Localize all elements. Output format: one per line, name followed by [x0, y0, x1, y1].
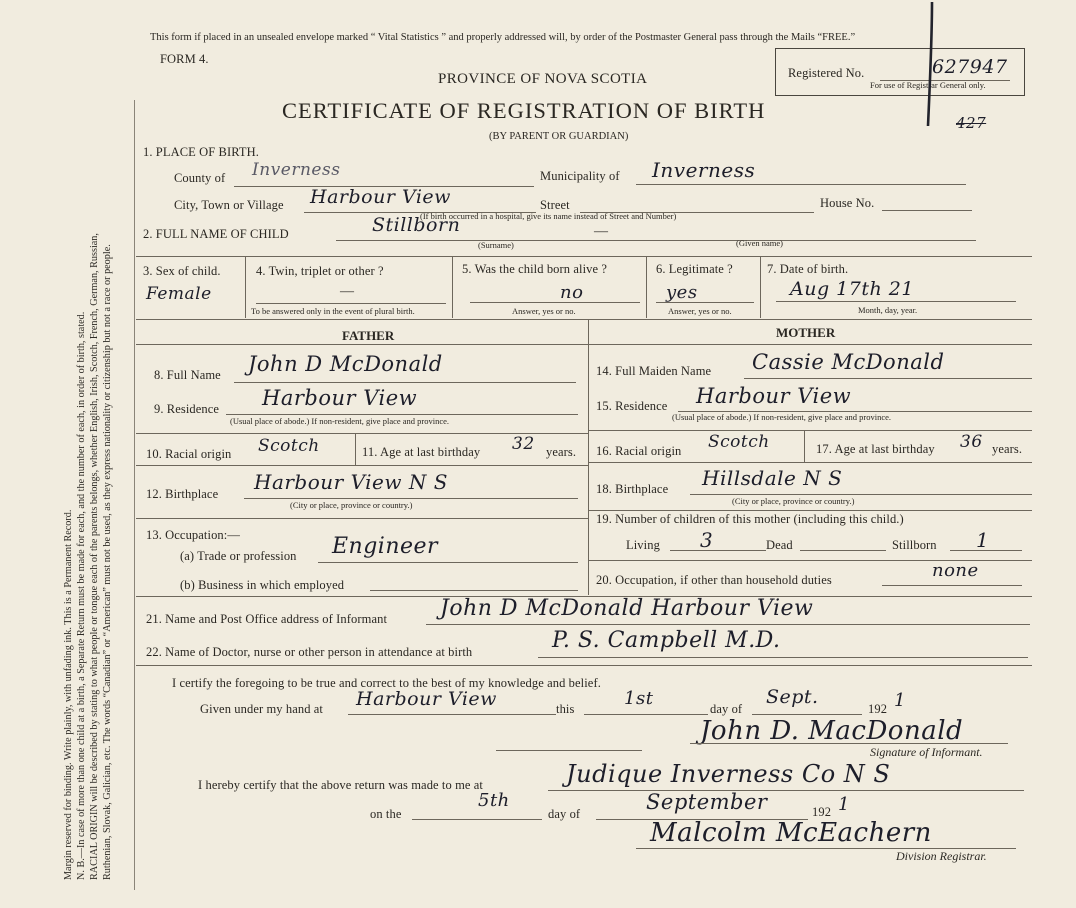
father-abode-note: (Usual place of abode.) If non-resident, give place and province.: [230, 416, 450, 426]
alive-label: 5. Was the child born alive ?: [462, 262, 608, 276]
registrar-month-value: September: [646, 790, 768, 814]
sex-value: Female: [146, 284, 212, 304]
municipality-label: Municipality of: [540, 169, 620, 183]
form-number: FORM 4.: [160, 52, 209, 66]
page-subtitle: (BY PARENT OR GUARDIAN): [489, 131, 629, 142]
given-year-value: 1: [894, 690, 906, 711]
registrar-year-value: 1: [838, 794, 850, 815]
informant-signature: John D. MacDonald: [700, 716, 964, 746]
twin-label: 4. Twin, triplet or other ?: [256, 264, 384, 278]
father-residence-label: 9. Residence: [154, 402, 220, 416]
municipality-value: Inverness: [652, 158, 756, 182]
county-value: Inverness: [252, 160, 341, 180]
given-day-value: 1st: [624, 688, 654, 709]
registrar-day-of-label: day of: [548, 807, 581, 821]
mother-occupation-value: none: [932, 560, 979, 581]
father-birthplace-note: (City or place, province or country.): [290, 500, 413, 510]
father-birthplace-value: Harbour View N S: [254, 470, 448, 494]
mother-abode-note: (Usual place of abode.) If non-resident, give place and province.: [672, 412, 892, 422]
street-label: Street: [540, 198, 570, 212]
registrar-general-note: For use of Registrar General only.: [870, 80, 986, 90]
mother-racial-value: Scotch: [708, 432, 770, 452]
registrar-year-prefix: 192: [812, 805, 832, 819]
legitimate-value: yes: [666, 282, 698, 303]
dead-label: Dead: [766, 538, 793, 552]
mother-residence-label: 15. Residence: [596, 399, 668, 413]
mail-notice: This form if placed in an unsealed envelope marked “ Vital Statistics ” and properly addressed will, by order of the Postmaster General pass through the Mails “FREE.”: [150, 32, 856, 43]
mother-birthplace-note: (City or place, province or country.): [732, 496, 855, 506]
surname-note: (Surname): [478, 240, 514, 250]
certify-statement: I certify the foregoing to be true and correct to the best of my knowledge and belief.: [172, 676, 601, 690]
legitimate-note: Answer, yes or no.: [668, 306, 732, 316]
sidebar-line-2: N. B.—In case of more than one child at a birth, a Separate Return must be made for each, and the number of each, in order of birth, stated.: [76, 311, 87, 880]
stillborn-label: Stillborn: [892, 538, 937, 552]
father-heading: FATHER: [342, 328, 395, 343]
father-years-label: years.: [546, 445, 577, 459]
registered-no-label: Registered No.: [788, 66, 865, 80]
informant-signature-caption: Signature of Informant.: [870, 745, 983, 759]
mother-age-value: 36: [960, 432, 983, 452]
mother-name-value: Cassie McDonald: [752, 350, 945, 374]
given-name-note: (Given name): [736, 238, 783, 248]
informant-value: John D McDonald Harbour View: [440, 596, 814, 621]
given-label: Given under my hand at: [200, 702, 324, 716]
legitimate-label: 6. Legitimate ?: [656, 262, 733, 276]
mother-residence-value: Harbour View: [696, 384, 852, 408]
house-label: House No.: [820, 196, 875, 210]
city-label: City, Town or Village: [174, 198, 284, 212]
given-year-prefix: 192: [868, 702, 888, 716]
mother-occupation-label: 20. Occupation, if other than household duties: [596, 573, 832, 587]
stillborn-value: 1: [976, 528, 990, 552]
twin-note: To be answered only in the event of plural birth.: [251, 306, 415, 316]
children-count-label: 19. Number of children of this mother (including this child.): [596, 512, 904, 526]
doctor-label: 22. Name of Doctor, nurse or other person in attendance at birth: [146, 645, 473, 659]
living-value: 3: [700, 528, 714, 552]
corner-mark: 427: [956, 114, 987, 132]
father-birthplace-label: 12. Birthplace: [146, 487, 219, 501]
doctor-value: P. S. Campbell M.D.: [552, 628, 781, 653]
father-racial-value: Scotch: [258, 436, 320, 456]
business-label: (b) Business in which employed: [180, 578, 345, 592]
father-occupation-label: 13. Occupation:—: [146, 528, 240, 542]
father-racial-label: 10. Racial origin: [146, 447, 232, 461]
trade-label: (a) Trade or profession: [180, 549, 297, 563]
mother-years-label: years.: [992, 442, 1023, 456]
living-label: Living: [626, 538, 660, 552]
trade-value: Engineer: [332, 534, 439, 559]
city-value: Harbour View: [310, 186, 451, 208]
father-name-label: 8. Full Name: [154, 368, 221, 382]
on-the-label: on the: [370, 807, 402, 821]
county-label: County of: [174, 171, 226, 185]
alive-note: Answer, yes or no.: [512, 306, 576, 316]
date-of-birth-value: Aug 17th 21: [790, 278, 914, 300]
alive-value: no: [560, 282, 584, 303]
mother-age-label: 17. Age at last birthday: [816, 442, 935, 456]
registrar-signature: Malcolm McEachern: [650, 818, 932, 848]
child-surname-value: Stillborn: [372, 214, 461, 236]
binding-margin-rule: [134, 100, 135, 890]
sidebar-line-4: Ruthenian, Slovak, Galician, etc. The words “Canadian” or “American” must not be used, as they express nationality or citizenship but not a race or people.: [102, 244, 113, 880]
registrar-statement: I hereby certify that the above return was made to me at: [198, 778, 483, 792]
sidebar-line-3: RACIAL ORIGIN will be described by stating to what people or tongue each of the parents belongs, whether English, Irish, Scotch, French, German, Russian,: [89, 233, 100, 880]
father-name-value: John D McDonald: [248, 352, 443, 376]
father-residence-value: Harbour View: [262, 386, 418, 410]
registrar-caption: Division Registrar.: [896, 849, 987, 863]
hospital-note: (If birth occurred in a hospital, give its name instead of Street and Number): [420, 211, 677, 221]
this-label: this: [556, 702, 575, 716]
mother-racial-label: 16. Racial origin: [596, 444, 682, 458]
province-heading: PROVINCE OF NOVA SCOTIA: [438, 71, 648, 87]
given-month-value: Sept.: [766, 686, 819, 708]
child-name-label: 2. FULL NAME OF CHILD: [143, 227, 289, 241]
sex-label: 3. Sex of child.: [143, 264, 221, 278]
sidebar-line-1: Margin reserved for binding. Write plainly, with unfading ink. This is a Permanent Record.: [63, 509, 74, 880]
father-age-label: 11. Age at last birthday: [362, 445, 481, 459]
given-place-value: Harbour View: [356, 688, 497, 710]
mother-name-label: 14. Full Maiden Name: [596, 364, 712, 378]
twin-value: —: [340, 284, 354, 299]
place-heading: 1. PLACE OF BIRTH.: [143, 145, 259, 159]
registrar-day-value: 5th: [478, 790, 510, 811]
ink-stroke-mark: [910, 0, 940, 130]
mother-heading: MOTHER: [776, 325, 836, 340]
date-of-birth-label: 7. Date of birth.: [767, 262, 849, 276]
mother-birthplace-label: 18. Birthplace: [596, 482, 669, 496]
date-note: Month, day, year.: [858, 305, 918, 315]
sidebar-notes: [62, 233, 114, 880]
given-day-of-label: day of: [710, 702, 743, 716]
mother-birthplace-value: Hillsdale N S: [702, 466, 843, 490]
informant-label: 21. Name and Post Office address of Informant: [146, 612, 388, 626]
registrar-place-value: Judique Inverness Co N S: [566, 760, 891, 788]
page-title: CERTIFICATE OF REGISTRATION OF BIRTH: [282, 98, 766, 123]
birth-certificate-form: Margin reserved for binding. Write plainly, with unfading ink. This is a Permanent Record. N. B.—In case of more than one child at a birth, a Separate Return must be made for each, and the number of each, in order of birth, stated. RACIAL ORIGIN will be described by stating to what people or tongue each of the parents belongs, whether English, Irish, Scotch, French, German, Russian, Ruthenian, Slovak, Galician, etc. The words “Canadian” or “American” must not be used, as they express nationality or citizenship but not a race or people. This form if placed in an unsealed envelope marked “ Vital Statistics ” and properly addressed will, by order of the Postmaster General pass through the Mails “FREE.” FORM 4. PROVINCE OF NOVA SCOTIA CERTIFICATE OF REGISTRATION OF BIRTH (BY PARENT OR GUARDIAN) Registered No. 627947 For use of Registrar General only. 427 1. PLACE OF BIRTH. County of Inverness Municipality of Inverness City, Town or Village Harbour View Street House No. (If birth occurred in a hospital, give its name instead of Street and Number) 2. FULL NAME OF CHILD Stillborn — (Surname) (Given name) 3. Sex of child. Female 4. Twin, triplet or other ? — To be answered only in the event of plural birth. 5. Was the child born alive ? no Answer, yes or no. 6. Legitimate ? yes Answer, yes or no. 7. Date of birth. Aug 17th 21 Month, day, year. FATHER MOTHER 8. Full Name John D McDonald 9. Residence Harbour View (Usual place of abode.) If non-resident, give place and province. 10. Racial origin Scotch 11. Age at last birthday 32 years. 12. Birthplace Harbour View N S (City or place, province or country.) 13. Occupation:— (a) Trade or profession Engineer (b) Business in which employed 14. Full Maiden Name Cassie McDonald 15. Residence Harbour View (Usual place of abode.) If non-resident, give place and province. 16. Racial origin Scotch 17. Age at last birthday 36 years. 18. Birthplace Hillsdale N S (City or place, province or country.) 19. Number of children of this mother (including this child.) Living 3 Dead Stillborn 1 20. Occupation, if other than household duties none 21. Name and Post Office address of Informant John D McDonald Harbour View 22. Name of Doctor, nurse or other person in attendance at birth P. S. Campbell M.D. I certify the foregoing to be true and correct to the best of my knowledge and belief. Given under my hand at Harbour View this 1st day of Sept. 192 1 John D. MacDonald Signature of Informant. I hereby certify that the above return was made to me at Judique Inverness Co N S on the 5th day of September 192 1 Malcolm McEachern Division Registrar.: [0, 0, 1076, 908]
registered-no-value: 627947: [932, 56, 1008, 78]
father-age-value: 32: [512, 434, 535, 454]
